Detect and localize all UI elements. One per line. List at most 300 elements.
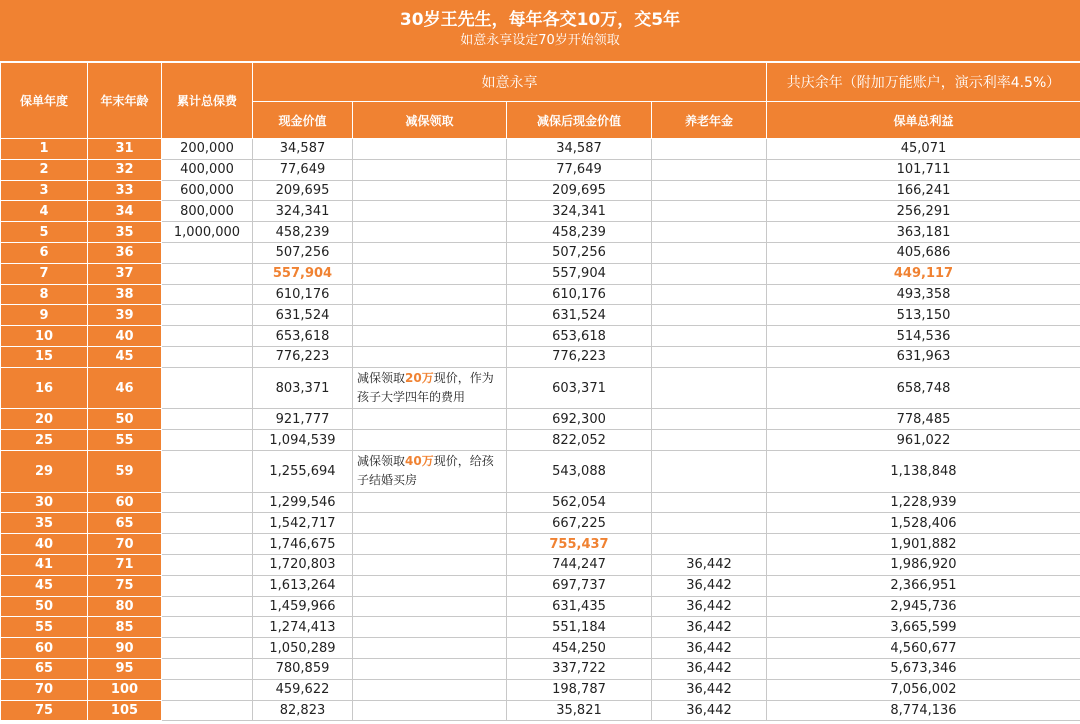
table-row [1, 638, 1080, 659]
total-benefit-cell-value: 3,665,599 [890, 619, 957, 635]
reduction-withdraw-cell [353, 513, 507, 534]
total-benefit-cell-value: 961,022 [896, 432, 951, 448]
age-cell-value: 50 [115, 411, 134, 427]
cash-after-reduction-cell-value: 822,052 [552, 432, 606, 448]
cash-value-cell-value: 1,746,675 [269, 536, 336, 552]
total-benefit-cell [767, 575, 1080, 596]
pension-cell [652, 139, 767, 160]
year-cell [1, 492, 88, 513]
cash-value-cell-value: 557,904 [272, 266, 333, 282]
reduction-withdraw-cell [353, 180, 507, 201]
cash-value-cell-value: 34,587 [279, 141, 326, 157]
age-cell [88, 263, 162, 284]
premium-cell-value: 600,000 [180, 182, 234, 198]
age-cell [88, 679, 162, 700]
cash-after-reduction-cell [507, 346, 652, 367]
age-cell-value: 60 [115, 494, 134, 510]
total-benefit-cell [767, 430, 1080, 451]
cash-value-cell [253, 326, 353, 347]
age-cell [88, 326, 162, 347]
cash-after-reduction-cell [507, 492, 652, 513]
reduction-withdraw-cell [353, 638, 507, 659]
reduction-withdraw-cell [353, 305, 507, 326]
header-total-benefit: 保单总利益 [767, 102, 1080, 139]
pension-cell [652, 534, 767, 555]
year-cell [1, 305, 88, 326]
total-benefit-cell [767, 679, 1080, 700]
age-cell [88, 596, 162, 617]
pension-cell [652, 367, 767, 409]
year-cell-value: 45 [34, 578, 54, 594]
cash-after-reduction-cell [507, 367, 652, 409]
cash-after-reduction-cell-value: 458,239 [552, 224, 606, 240]
cash-value-cell [253, 201, 353, 222]
year-cell-value: 30 [34, 494, 54, 510]
year-cell-value: 6 [39, 245, 49, 261]
cash-value-cell [253, 305, 353, 326]
total-benefit-cell-value: 2,366,951 [890, 578, 957, 594]
total-benefit-cell [767, 305, 1080, 326]
cash-after-reduction-cell [507, 409, 652, 430]
pension-cell-value: 36,442 [686, 598, 732, 614]
pension-cell [652, 450, 767, 492]
cash-after-reduction-cell-value: 557,904 [552, 266, 606, 282]
age-cell-value: 46 [115, 380, 134, 396]
year-cell-value: 50 [34, 598, 54, 614]
cash-value-cell [253, 596, 353, 617]
cash-value-cell-value: 803,371 [275, 380, 330, 396]
age-cell [88, 492, 162, 513]
year-cell [1, 596, 88, 617]
year-cell [1, 450, 88, 492]
total-benefit-cell-value: 513,150 [896, 307, 951, 323]
cash-after-reduction-cell-value: 35,821 [556, 702, 602, 718]
year-cell-value: 35 [34, 515, 54, 531]
benefit-table [0, 62, 1080, 721]
table-row [1, 222, 1080, 243]
cash-after-reduction-cell-value: 776,223 [552, 349, 606, 365]
table-body [1, 139, 1080, 721]
table-row [1, 430, 1080, 451]
total-benefit-cell [767, 450, 1080, 492]
total-benefit-cell [767, 367, 1080, 409]
header-cash-value: 现金价值 [253, 102, 353, 139]
cash-value-cell [253, 450, 353, 492]
cash-after-reduction-cell [507, 534, 652, 555]
table-row [1, 679, 1080, 700]
table-row [1, 326, 1080, 347]
cash-after-reduction-cell [507, 617, 652, 638]
premium-cell [162, 263, 253, 284]
total-benefit-cell-value: 8,774,136 [890, 702, 957, 718]
reduction-withdraw-cell [353, 222, 507, 243]
reduction-withdraw-cell [353, 430, 507, 451]
cash-after-reduction-cell-value: 603,371 [552, 380, 606, 396]
year-cell [1, 700, 88, 721]
age-cell [88, 575, 162, 596]
table-row [1, 409, 1080, 430]
total-benefit-cell [767, 263, 1080, 284]
table-row [1, 242, 1080, 263]
cash-value-cell-value: 653,618 [275, 328, 330, 344]
year-cell [1, 180, 88, 201]
age-cell-value: 59 [115, 463, 134, 479]
reduction-withdraw-cell [353, 575, 507, 596]
age-cell-value: 36 [115, 245, 134, 261]
age-cell [88, 222, 162, 243]
premium-cell [162, 596, 253, 617]
age-cell-value: 95 [115, 661, 134, 677]
note-text: 减保领取 [357, 454, 406, 469]
age-cell-value: 71 [115, 557, 134, 573]
premium-cell [162, 346, 253, 367]
cash-after-reduction-cell [507, 242, 652, 263]
cash-after-reduction-cell [507, 554, 652, 575]
cash-after-reduction-cell-value: 631,524 [552, 307, 606, 323]
cash-value-cell [253, 575, 353, 596]
table-row [1, 554, 1080, 575]
note-text: 减保领取 [357, 371, 406, 386]
total-benefit-cell [767, 534, 1080, 555]
cash-value-cell [253, 534, 353, 555]
age-cell [88, 346, 162, 367]
year-cell [1, 638, 88, 659]
cash-after-reduction-cell [507, 513, 652, 534]
total-benefit-cell [767, 638, 1080, 659]
total-benefit-cell-value: 4,560,677 [890, 640, 957, 656]
table-row [1, 513, 1080, 534]
total-benefit-cell [767, 492, 1080, 513]
reduction-withdraw-cell [353, 139, 507, 160]
cash-after-reduction-cell-value: 543,088 [552, 463, 606, 479]
premium-cell [162, 305, 253, 326]
premium-cell-value: 800,000 [180, 203, 234, 219]
year-cell [1, 409, 88, 430]
age-cell-value: 45 [115, 349, 134, 365]
cash-value-cell-value: 209,695 [275, 182, 330, 198]
age-cell-value: 33 [115, 182, 134, 198]
year-cell [1, 222, 88, 243]
year-cell-value: 3 [39, 182, 49, 198]
cash-value-cell [253, 492, 353, 513]
year-cell-value: 40 [34, 536, 54, 552]
cash-value-cell [253, 430, 353, 451]
premium-cell [162, 326, 253, 347]
pension-cell-value: 36,442 [686, 557, 732, 573]
premium-cell [162, 284, 253, 305]
cash-after-reduction-cell [507, 222, 652, 243]
reduction-withdraw-cell [353, 346, 507, 367]
age-cell [88, 617, 162, 638]
cash-after-reduction-cell-value: 324,341 [552, 203, 606, 219]
cash-value-cell [253, 367, 353, 409]
total-benefit-cell-value: 101,711 [896, 162, 951, 178]
total-benefit-cell-value: 363,181 [896, 224, 951, 240]
cash-value-cell-value: 921,777 [275, 411, 330, 427]
year-cell [1, 346, 88, 367]
age-cell [88, 367, 162, 409]
age-cell-value: 75 [115, 578, 134, 594]
year-cell [1, 201, 88, 222]
total-benefit-cell [767, 658, 1080, 679]
cash-value-cell [253, 513, 353, 534]
table-row [1, 492, 1080, 513]
year-cell-value: 60 [34, 640, 54, 656]
age-cell-value: 39 [115, 307, 134, 323]
reduction-withdraw-cell [353, 409, 507, 430]
age-cell [88, 180, 162, 201]
cash-after-reduction-cell [507, 326, 652, 347]
pension-cell [652, 326, 767, 347]
pension-cell [652, 554, 767, 575]
year-cell-value: 9 [39, 307, 49, 323]
year-cell [1, 159, 88, 180]
table-row [1, 575, 1080, 596]
cash-after-reduction-cell-value: 697,737 [552, 578, 606, 594]
cash-value-cell-value: 459,622 [275, 682, 330, 698]
total-benefit-cell-value: 631,963 [896, 349, 951, 365]
year-cell-value: 7 [39, 266, 49, 282]
age-cell-value: 105 [110, 702, 139, 718]
age-cell-value: 37 [115, 266, 134, 282]
pension-cell [652, 346, 767, 367]
pension-cell [652, 700, 767, 721]
table-row [1, 617, 1080, 638]
year-cell-value: 2 [39, 162, 49, 178]
premium-cell-value: 400,000 [180, 162, 234, 178]
year-cell [1, 534, 88, 555]
total-benefit-cell-value: 2,945,736 [890, 598, 957, 614]
year-cell [1, 242, 88, 263]
note-amount: 20万 [405, 371, 434, 386]
pension-cell [652, 159, 767, 180]
total-benefit-cell-value: 1,138,848 [890, 463, 957, 479]
premium-cell [162, 679, 253, 700]
header-ruyi-group: 如意永享 [253, 63, 767, 102]
total-benefit-cell [767, 596, 1080, 617]
total-benefit-cell [767, 180, 1080, 201]
reduction-withdraw-cell [353, 159, 507, 180]
cash-after-reduction-cell [507, 284, 652, 305]
premium-cell [162, 617, 253, 638]
cash-after-reduction-cell [507, 139, 652, 160]
year-cell-value: 75 [34, 702, 54, 718]
pension-cell [652, 596, 767, 617]
age-cell-value: 55 [115, 432, 134, 448]
pension-cell [652, 222, 767, 243]
table-row [1, 534, 1080, 555]
cash-value-cell-value: 1,613,264 [269, 578, 336, 594]
age-cell [88, 450, 162, 492]
cash-after-reduction-cell-value: 610,176 [552, 286, 606, 302]
reduction-withdraw-cell [353, 596, 507, 617]
table-row [1, 305, 1080, 326]
total-benefit-cell-value: 5,673,346 [890, 661, 957, 677]
year-cell-value: 1 [39, 141, 49, 157]
header-total-premium: 累计总保费 [162, 63, 253, 139]
cash-value-cell [253, 159, 353, 180]
table-row [1, 139, 1080, 160]
cash-after-reduction-cell-value: 77,649 [556, 162, 602, 178]
cash-after-reduction-cell [507, 201, 652, 222]
total-benefit-cell [767, 617, 1080, 638]
header-end-age: 年末年龄 [88, 63, 162, 139]
pension-cell-value: 36,442 [686, 619, 732, 635]
pension-cell [652, 658, 767, 679]
cash-value-cell [253, 180, 353, 201]
cash-value-cell-value: 1,274,413 [269, 619, 336, 635]
cash-after-reduction-cell-value: 337,722 [552, 661, 606, 677]
pension-cell [652, 617, 767, 638]
total-benefit-cell-value: 514,536 [896, 328, 951, 344]
cash-value-cell-value: 507,256 [275, 245, 330, 261]
year-cell [1, 326, 88, 347]
premium-cell [162, 409, 253, 430]
age-cell-value: 90 [115, 640, 134, 656]
cash-after-reduction-cell [507, 305, 652, 326]
cash-value-cell [253, 554, 353, 575]
total-benefit-cell-value: 1,228,939 [890, 494, 957, 510]
year-cell-value: 20 [34, 411, 54, 427]
pension-cell [652, 201, 767, 222]
cash-after-reduction-cell-value: 551,184 [552, 619, 606, 635]
total-benefit-cell-value: 1,901,882 [890, 536, 957, 552]
pension-cell-value: 36,442 [686, 682, 732, 698]
total-benefit-cell-value: 45,071 [900, 141, 947, 157]
cash-value-cell-value: 780,859 [275, 661, 330, 677]
premium-cell [162, 492, 253, 513]
table-row [1, 367, 1080, 409]
header-gongqing-group: 共庆余年（附加万能账户，演示利率4.5%） [767, 63, 1080, 102]
cash-value-cell-value: 1,094,539 [269, 432, 336, 448]
reduction-withdraw-cell [353, 534, 507, 555]
total-benefit-cell [767, 326, 1080, 347]
table-row [1, 284, 1080, 305]
year-cell [1, 513, 88, 534]
year-cell-value: 25 [34, 432, 54, 448]
year-cell-value: 10 [34, 328, 54, 344]
table-row [1, 658, 1080, 679]
cash-after-reduction-cell [507, 658, 652, 679]
premium-cell [162, 534, 253, 555]
reduction-withdraw-cell [353, 450, 507, 492]
premium-cell [162, 242, 253, 263]
year-cell-value: 16 [34, 380, 54, 396]
age-cell [88, 658, 162, 679]
total-benefit-cell-value: 1,986,920 [890, 557, 957, 573]
year-cell-value: 41 [34, 557, 54, 573]
cash-value-cell [253, 222, 353, 243]
cash-after-reduction-cell [507, 679, 652, 700]
cash-value-cell-value: 77,649 [279, 162, 326, 178]
reduction-withdraw-cell [353, 554, 507, 575]
age-cell [88, 242, 162, 263]
total-benefit-cell-value: 493,358 [896, 286, 951, 302]
total-benefit-cell [767, 139, 1080, 160]
age-cell [88, 284, 162, 305]
age-cell [88, 430, 162, 451]
table-row [1, 450, 1080, 492]
pension-cell [652, 263, 767, 284]
cash-after-reduction-cell [507, 159, 652, 180]
cash-after-reduction-cell-value: 653,618 [552, 328, 606, 344]
age-cell [88, 159, 162, 180]
cash-value-cell-value: 1,255,694 [269, 463, 336, 479]
cash-after-reduction-cell-value: 507,256 [552, 245, 606, 261]
note-amount: 40万 [405, 454, 434, 469]
total-benefit-cell-value: 658,748 [896, 380, 951, 396]
header-cash-after-reduction: 减保后现金价值 [507, 102, 652, 139]
year-cell [1, 139, 88, 160]
total-benefit-cell [767, 242, 1080, 263]
age-cell-value: 31 [115, 141, 134, 157]
table-row [1, 346, 1080, 367]
premium-cell [162, 222, 253, 243]
premium-cell [162, 700, 253, 721]
cash-value-cell-value: 610,176 [275, 286, 330, 302]
cash-value-cell [253, 638, 353, 659]
cash-after-reduction-cell [507, 263, 652, 284]
reduction-withdraw-cell [353, 658, 507, 679]
age-cell [88, 513, 162, 534]
header-reduction-withdraw: 减保领取 [353, 102, 507, 139]
pension-cell-value: 36,442 [686, 702, 732, 718]
year-cell-value: 70 [34, 682, 54, 698]
age-cell [88, 638, 162, 659]
reduction-withdraw-cell [353, 242, 507, 263]
age-cell-value: 40 [115, 328, 134, 344]
header-pension: 养老年金 [652, 102, 767, 139]
pension-cell [652, 638, 767, 659]
total-benefit-cell [767, 513, 1080, 534]
total-benefit-cell [767, 222, 1080, 243]
cash-after-reduction-cell [507, 180, 652, 201]
cash-value-cell-value: 1,050,289 [269, 640, 336, 656]
pension-cell [652, 575, 767, 596]
age-cell [88, 201, 162, 222]
premium-cell [162, 367, 253, 409]
pension-cell-value: 36,442 [686, 661, 732, 677]
table-row [1, 201, 1080, 222]
cash-value-cell [253, 700, 353, 721]
reduction-withdraw-cell [353, 284, 507, 305]
age-cell-value: 85 [115, 619, 134, 635]
total-benefit-cell-value: 778,485 [896, 411, 951, 427]
premium-cell [162, 430, 253, 451]
age-cell [88, 700, 162, 721]
cash-value-cell-value: 776,223 [275, 349, 330, 365]
reduction-withdraw-cell [353, 326, 507, 347]
cash-value-cell [253, 263, 353, 284]
header-policy-year: 保单年度 [1, 63, 88, 139]
premium-cell [162, 159, 253, 180]
cash-value-cell [253, 679, 353, 700]
cash-after-reduction-cell [507, 430, 652, 451]
premium-cell [162, 575, 253, 596]
page-title: 30岁王先生，每年各交10万，交5年 [399, 10, 681, 30]
year-cell-value: 55 [34, 619, 54, 635]
reduction-withdraw-cell [353, 367, 507, 409]
cash-value-cell [253, 346, 353, 367]
year-cell-value: 29 [34, 463, 54, 479]
age-cell-value: 35 [115, 224, 134, 240]
reduction-withdraw-cell [353, 617, 507, 638]
year-cell [1, 367, 88, 409]
age-cell-value: 70 [115, 536, 134, 552]
cash-after-reduction-cell-value: 692,300 [552, 411, 606, 427]
table-row [1, 263, 1080, 284]
year-cell [1, 263, 88, 284]
